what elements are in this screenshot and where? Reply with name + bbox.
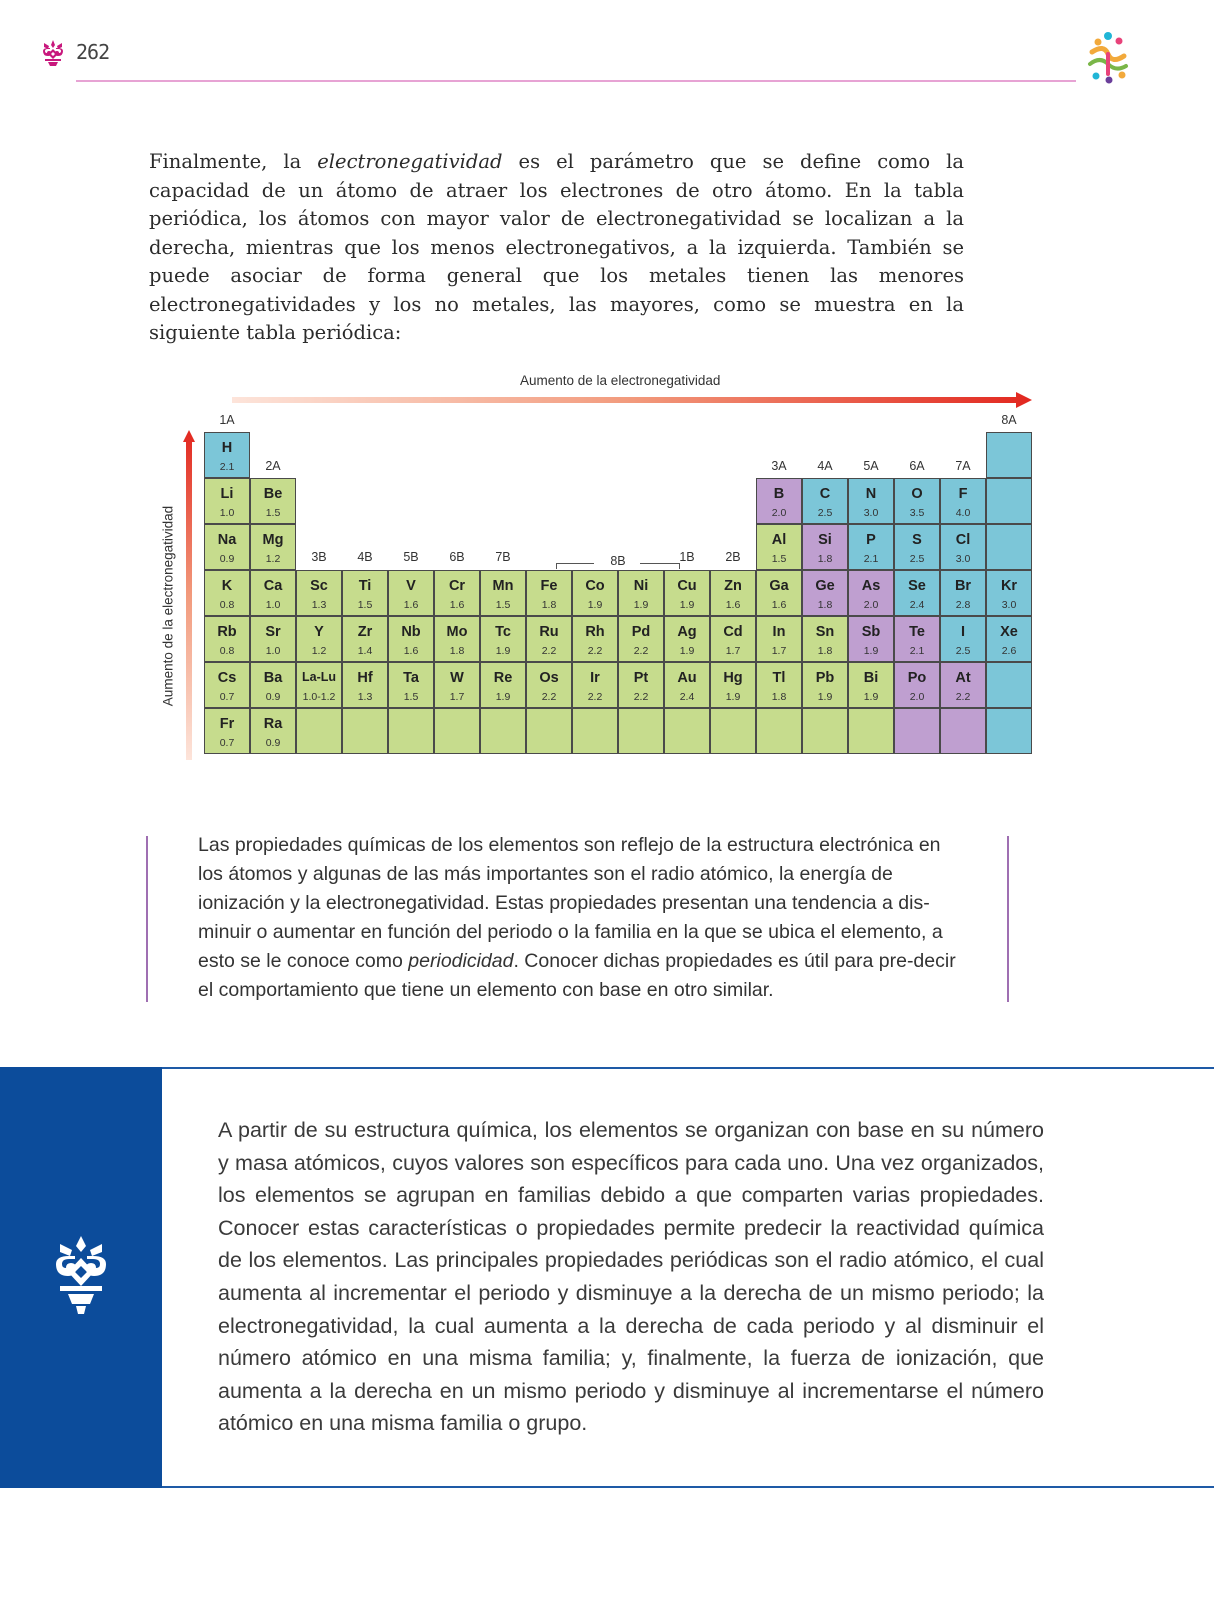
element-cell-mn [480,570,526,616]
element-symbol: K [221,578,233,594]
element-symbol: Po [907,670,927,686]
element-cell-n [848,478,894,524]
element-symbol: V [406,578,416,594]
group-label-3b: 3B [311,550,327,564]
element-symbol: F [958,486,968,502]
electronegativity-value: 1.0 [265,645,281,657]
element-cell-cr [434,570,480,616]
electronegativity-value: 2.0 [909,691,925,703]
group-label-2a: 2A [265,459,281,473]
element-cell-y [296,616,342,662]
element-cell-ta [388,662,434,708]
element-cell-be [250,478,296,524]
electronegativity-value: 2.2 [587,645,603,657]
element-symbol: Mn [492,578,514,594]
electronegativity-value: 1.8 [817,553,833,565]
element-cell-at [940,662,986,708]
element-symbol: Pb [815,670,835,686]
element-cell-sn [802,616,848,662]
element-cell-empty-3-7 [296,708,342,754]
electronegativity-value: 2.4 [679,691,695,703]
electronegativity-value: 2.5 [909,553,925,565]
electronegativity-value: 0.7 [219,737,235,749]
element-cell-p [848,524,894,570]
group-label-8a: 8A [1001,413,1017,427]
element-symbol: Cr [448,578,466,594]
electronegativity-value: 2.0 [863,599,879,611]
element-cell-la-lu [296,662,342,708]
element-cell-empty-18-2 [986,478,1032,524]
element-cell-empty-5-7 [388,708,434,754]
electronegativity-value: 1.7 [449,691,465,703]
group-label-2b: 2B [725,550,741,564]
element-symbol: Ru [539,624,559,640]
element-cell-ba [250,662,296,708]
element-symbol: Cu [677,578,697,594]
electronegativity-value: 0.8 [219,645,235,657]
electronegativity-value: 1.0-1.2 [302,691,336,703]
element-symbol: Li [220,486,234,502]
group-label-6b: 6B [449,550,465,564]
element-cell-si [802,524,848,570]
electronegativity-value: 1.2 [265,553,281,565]
electronegativity-value: 1.6 [403,645,419,657]
closing-bottom-rule [162,1486,1214,1488]
element-symbol: I [960,624,966,640]
element-cell-empty-6-7 [434,708,480,754]
electronegativity-value: 2.6 [1001,645,1017,657]
element-cell-empty-18-1 [986,432,1032,478]
electronegativity-value: 1.6 [403,599,419,611]
element-cell-te [894,616,940,662]
element-symbol: Ag [677,624,697,640]
element-cell-hf [342,662,388,708]
element-cell-empty-16-7 [894,708,940,754]
electronegativity-value: 0.7 [219,691,235,703]
element-cell-empty-10-7 [618,708,664,754]
element-cell-ir [572,662,618,708]
element-cell-al [756,524,802,570]
element-symbol: Sn [815,624,835,640]
element-cell-zn [710,570,756,616]
element-cell-as [848,570,894,616]
element-cell-cu [664,570,710,616]
electronegativity-value: 1.9 [817,691,833,703]
element-symbol: Fe [540,578,558,594]
electronegativity-value: 3.0 [1001,599,1017,611]
electronegativity-value: 1.7 [771,645,787,657]
group-label-4a: 4A [817,459,833,473]
electronegativity-value: 0.9 [219,553,235,565]
element-cell-cd [710,616,756,662]
element-cell-pd [618,616,664,662]
electronegativity-value: 1.8 [449,645,465,657]
element-symbol: Pd [631,624,651,640]
element-symbol: Xe [1000,624,1018,640]
element-symbol: Sr [265,624,281,640]
element-symbol: Al [771,532,787,548]
element-symbol: Cl [955,532,971,548]
element-cell-h [204,432,250,478]
element-cell-empty-11-7 [664,708,710,754]
top-axis-arrow [232,390,1034,410]
decorative-figure-icon [1080,30,1136,86]
left-axis-arrow [182,430,196,760]
element-symbol: Ti [358,578,372,594]
element-cell-empty-4-7 [342,708,388,754]
element-cell-w [434,662,480,708]
electronegativity-value: 1.9 [495,691,511,703]
element-symbol: Se [908,578,926,594]
element-cell-empty-8-7 [526,708,572,754]
closing-paragraph: A partir de su estructura química, los elementos se organizan con base en su número y masa atómicos, cuyos valores son específicos para cada uno. Una vez organizados, los elementos se agrupan en familias debido a que comparten varias propiedades. Conocer estas características o propiedades permite predecir la reactividad química de los elementos. Las principales propiedades periódicas son el radio atómico, el cual aumenta al incrementar el periodo y disminuye a la derecha de un mismo periodo; la electronegatividad, la cual aumenta a la derecha de cada periodo y al disminuir el número atómico en una misma familia; y, finalmente, la fuerza de ionización, que aumenta a la derecha en un mismo periodo y disminuye al incrementarse el número atómico en una misma familia o grupo. [218,1118,1044,1436]
electronegativity-value: 2.5 [955,645,971,657]
group-label-6a: 6A [909,459,925,473]
element-cell-v [388,570,434,616]
element-symbol: Ba [263,670,283,686]
element-cell-se [894,570,940,616]
element-cell-ca [250,570,296,616]
electronegativity-value: 1.9 [587,599,603,611]
element-cell-ge [802,570,848,616]
element-cell-o [894,478,940,524]
electronegativity-value: 1.0 [265,599,281,611]
element-cell-tc [480,616,526,662]
element-cell-li [204,478,250,524]
element-symbol: Sc [310,578,328,594]
element-cell-cs [204,662,250,708]
ornament-icon [50,1236,112,1316]
element-symbol: W [450,670,464,686]
element-symbol: Hg [723,670,743,686]
electronegativity-value: 1.9 [679,645,695,657]
element-symbol: Mo [446,624,468,640]
element-symbol: Fr [219,716,235,732]
electronegativity-value: 0.9 [265,691,281,703]
electronegativity-value: 2.2 [541,645,557,657]
element-symbol: Rh [585,624,605,640]
electronegativity-value: 1.8 [541,599,557,611]
element-symbol: Sb [861,624,881,640]
element-symbol: Co [585,578,605,594]
element-symbol: At [955,670,971,686]
element-cell-br [940,570,986,616]
element-symbol: Zn [724,578,742,594]
electronegativity-value: 2.5 [817,507,833,519]
element-cell-sr [250,616,296,662]
element-symbol: Br [954,578,972,594]
element-symbol: Bi [863,670,879,686]
element-symbol: Ra [263,716,283,732]
element-symbol: Cd [723,624,743,640]
element-symbol: As [861,578,881,594]
electronegativity-value: 1.8 [817,599,833,611]
group-label-7b: 7B [495,550,511,564]
periodic-table: Aumento de la electronegatividad Aumento de la electronegatividad 8B 1A 8A 2A 3A 4A 5A 6A 7A 3B 4B 5B 6B 7B 1B 2B H 2.1 Li 1.0 Be 1.5 B 2.0 C 2.5 N 3.0 O 3.5 F 4.0 Na 0.9 Mg 1.2 Al 1.5 Si 1.8 P 2.1 S 2.5 Cl 3.0 K 0.8 Ca 1.0 Sc 1.3 Ti 1.5 V 1.6 Cr 1.6 Mn 1.5 Fe 1.8 Co 1.9 Ni 1.9 Cu 1.9 Zn 1.6 Ga 1.6 Ge 1.8 As 2.0 Se 2.4 Br 2.8 Kr 3.0 Rb 0.8 Sr 1.0 Y 1.2 Zr 1.4 Nb 1.6 Mo 1.8 Tc 1.9 Ru 2.2 Rh 2.2 Pd 2.2 Ag 1.9 Cd 1.7 In 1.7 Sn 1.8 Sb 1.9 Te 2.1 I 2.5 Xe 2.6 Cs 0.7 Ba 0.9 La-Lu 1.0-1.2 Hf 1.3 Ta 1.5 W 1.7 Re 1.9 Os 2.2 Ir 2.2 Pt 2.2 Au 2.4 Hg 1.9 Tl 1.8 Pb 1.9 Bi 1.9 Po 2.0 At 2.2 Fr 0.7 Ra 0.9 [0,360,1214,780]
element-cell-cl [940,524,986,570]
electronegativity-value: 3.0 [955,553,971,565]
electronegativity-value: 1.9 [495,645,511,657]
electronegativity-value: 1.9 [863,645,879,657]
element-cell-empty-13-7 [756,708,802,754]
electronegativity-value: 1.3 [311,599,327,611]
element-cell-ni [618,570,664,616]
ornament-icon [40,40,66,68]
electronegativity-value: 1.5 [771,553,787,565]
element-cell-empty-17-7 [940,708,986,754]
electronegativity-value: 1.8 [817,645,833,657]
element-symbol: Pt [633,670,649,686]
element-cell-fe [526,570,572,616]
element-cell-pt [618,662,664,708]
top-axis-label: Aumento de la electronegatividad [520,373,721,388]
element-cell-empty-12-7 [710,708,756,754]
element-cell-c [802,478,848,524]
group-label-3a: 3A [771,459,787,473]
electronegativity-value: 3.0 [863,507,879,519]
element-cell-tl [756,662,802,708]
electronegativity-value: 3.5 [909,507,925,519]
electronegativity-value: 1.2 [311,645,327,657]
electronegativity-value: 2.1 [909,645,925,657]
summary-paragraph: Las propiedades químicas de los elementos son reflejo de la estructura electrónica en los átomos y algunas de las más importantes son el radio atómico, la energía de ionización y la electronegatividad. Estas propiedades presentan una tendencia a dis-minuir o aumentar en función del periodo o la familia en la que se ubica el elemento, a esto se le conoce como periodicidad. Conocer dichas propiedades es útil para pre-decir el comportamiento que tiene un elemento con base en otro similar. [198,834,956,1001]
element-symbol: P [866,532,876,548]
element-symbol: S [912,532,922,548]
element-cell-co [572,570,618,616]
element-cell-sb [848,616,894,662]
element-symbol: Tc [495,624,511,640]
header-rule [76,80,1076,82]
intro-term: electronegatividad [317,150,503,173]
element-cell-ga [756,570,802,616]
element-symbol: Te [909,624,925,640]
element-symbol: B [773,486,785,502]
electronegativity-value: 1.0 [219,507,235,519]
electronegativity-value: 1.4 [357,645,373,657]
element-cell-mo [434,616,480,662]
element-cell-mg [250,524,296,570]
element-symbol: Ir [590,670,600,686]
electronegativity-value: 2.2 [541,691,557,703]
electronegativity-value: 2.1 [863,553,879,565]
element-symbol: Ni [633,578,649,594]
element-cell-i [940,616,986,662]
element-cell-empty-9-7 [572,708,618,754]
electronegativity-value: 1.6 [449,599,465,611]
page-number: 262 [76,40,110,64]
electronegativity-value: 2.4 [909,599,925,611]
electronegativity-value: 1.7 [725,645,741,657]
electronegativity-value: 2.8 [955,599,971,611]
element-cell-hg [710,662,756,708]
summary-left-bar [146,836,148,1002]
electronegativity-value: 1.6 [771,599,787,611]
electronegativity-value: 0.9 [265,737,281,749]
element-symbol: Ga [769,578,789,594]
electronegativity-value: 2.2 [633,691,649,703]
electronegativity-value: 1.9 [863,691,879,703]
element-cell-nb [388,616,434,662]
electronegativity-value: 2.2 [587,691,603,703]
element-cell-ru [526,616,572,662]
element-symbol: Na [217,532,237,548]
group-label-7a: 7A [955,459,971,473]
electronegativity-value: 1.5 [495,599,511,611]
element-cell-au [664,662,710,708]
element-cell-empty-18-6 [986,662,1032,708]
element-symbol: Ta [403,670,419,686]
element-cell-ti [342,570,388,616]
element-symbol: Tl [772,670,786,686]
electronegativity-value: 0.8 [219,599,235,611]
element-symbol: Nb [401,624,421,640]
element-cell-ra [250,708,296,754]
electronegativity-value: 2.0 [771,507,787,519]
element-cell-re [480,662,526,708]
element-cell-empty-7-7 [480,708,526,754]
element-symbol: N [865,486,877,502]
element-symbol: C [819,486,831,502]
electronegativity-value: 1.5 [357,599,373,611]
element-cell-empty-18-7 [986,708,1032,754]
element-cell-k [204,570,250,616]
group-label-5a: 5A [863,459,879,473]
element-symbol: Be [263,486,283,502]
summary-right-bar [1007,836,1009,1002]
electronegativity-value: 1.5 [403,691,419,703]
group-label-1b: 1B [679,550,695,564]
element-symbol: Hf [357,670,373,686]
element-cell-empty-18-3 [986,524,1032,570]
element-symbol: Mg [262,532,284,548]
electronegativity-value: 2.2 [633,645,649,657]
element-cell-rh [572,616,618,662]
group-label-4b: 4B [357,550,373,564]
electronegativity-value: 2.2 [955,691,971,703]
element-symbol: O [911,486,923,502]
element-symbol: Rb [217,624,237,640]
intro-paragraph: Finalmente, la electronegatividad es el parámetro que se define como la capacidad de un átomo de atraer los electrones de otro átomo. En la tabla periódica, los átomos con mayor valor de electronegatividad se localizan a la derecha, mientras que los menos electronegativos, a la izquierda. También se puede asociar de forma general que los metales tienen las menores electronegatividades y los no metales, las mayores, como se muestra en la siguiente tabla periódica: [149,150,964,344]
element-cell-zr [342,616,388,662]
element-cell-os [526,662,572,708]
element-symbol: Kr [1000,578,1018,594]
element-cell-pb [802,662,848,708]
element-symbol: Zr [357,624,373,640]
electronegativity-value: 1.9 [679,599,695,611]
element-symbol: Re [493,670,513,686]
element-cell-empty-15-7 [848,708,894,754]
electronegativity-value: 1.3 [357,691,373,703]
element-cell-po [894,662,940,708]
element-symbol: Au [677,670,697,686]
element-cell-f [940,478,986,524]
element-symbol: Ge [815,578,835,594]
element-symbol: Ca [263,578,283,594]
element-cell-xe [986,616,1032,662]
element-symbol: H [221,440,233,456]
group-label-1a: 1A [219,413,235,427]
element-cell-sc [296,570,342,616]
element-symbol: Y [314,624,324,640]
electronegativity-value: 2.1 [219,461,235,473]
summary-term: periodicidad [408,950,514,972]
electronegativity-value: 1.9 [633,599,649,611]
element-symbol: Cs [217,670,237,686]
group-8b-label: 8B [556,556,680,570]
group-label-5b: 5B [403,550,419,564]
element-cell-rb [204,616,250,662]
element-cell-empty-14-7 [802,708,848,754]
element-symbol: Os [539,670,559,686]
element-symbol: In [772,624,786,640]
electronegativity-value: 1.5 [265,507,281,519]
element-cell-s [894,524,940,570]
element-cell-ag [664,616,710,662]
closing-top-rule [162,1067,1214,1069]
element-cell-fr [204,708,250,754]
element-cell-bi [848,662,894,708]
element-cell-kr [986,570,1032,616]
element-symbol: La-Lu [301,670,337,684]
element-cell-in [756,616,802,662]
electronegativity-value: 1.9 [725,691,741,703]
element-cell-b [756,478,802,524]
electronegativity-value: 1.8 [771,691,787,703]
element-symbol: Si [818,532,832,548]
element-cell-na [204,524,250,570]
electronegativity-value: 4.0 [955,507,971,519]
electronegativity-value: 1.6 [725,599,741,611]
